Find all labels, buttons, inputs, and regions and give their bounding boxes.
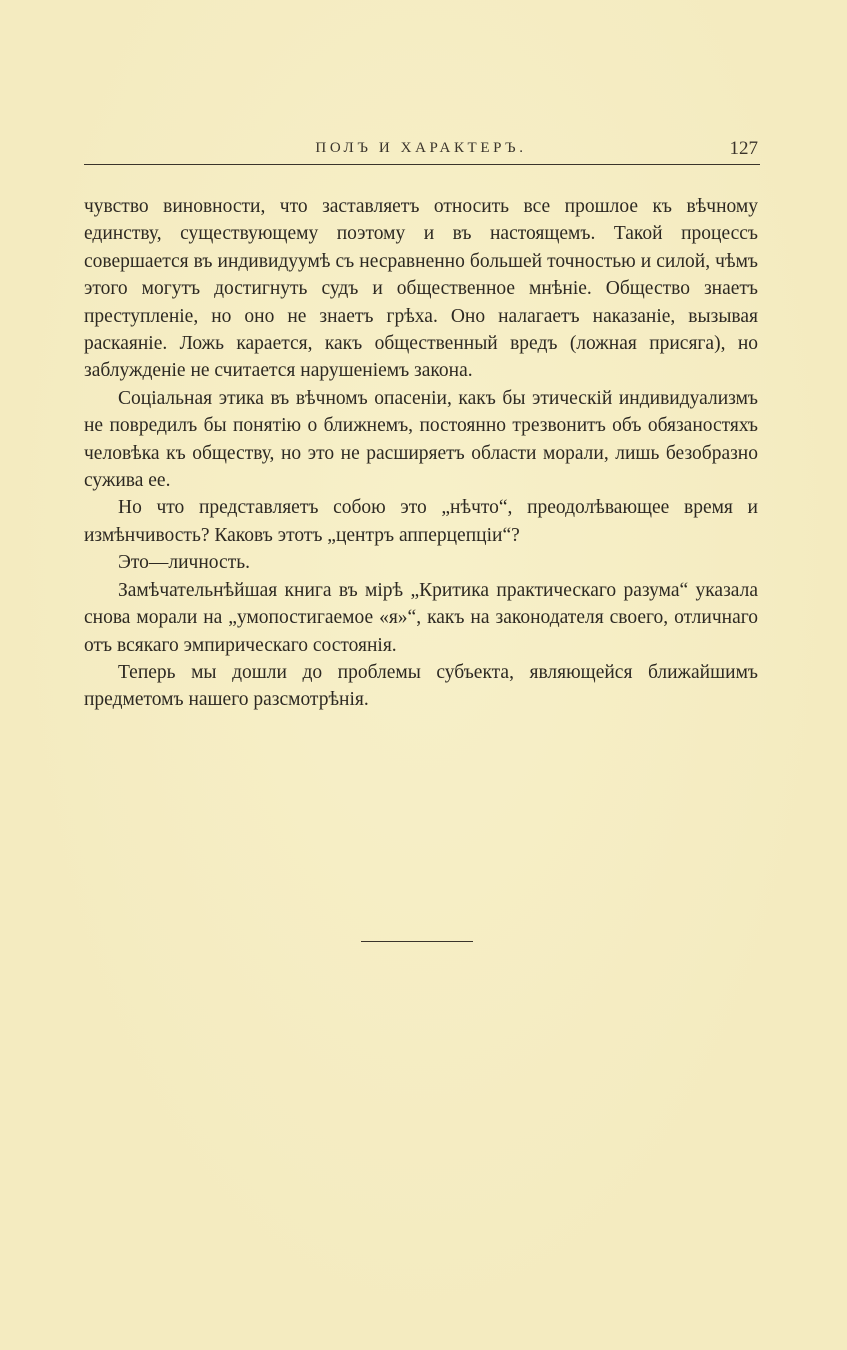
section-end-rule [361,941,473,942]
page-number: 127 [729,138,758,159]
body-text [84,193,758,714]
running-head [84,140,758,164]
paragraph-continuation: чувство виновности, что заставляетъ относить все прошлое къ вѣчному единству, существующему поэтому и въ настоящемъ. Такой процессъ совершается въ индивидуумѣ съ несравненно большей точностью и силой, чѣмъ этого могутъ достигнуть судъ и общественное мнѣніе. Общество знаетъ преступленіе, но оно не знаетъ грѣха. Оно налагаетъ наказаніе, вызывая раскаяніе. Ложь карается, какъ общественный вредъ (ложная присяга), но заблужденіе не считается нарушеніемъ закона. [84,196,758,382]
paragraph-critique: Замѣчательнѣйшая книга въ мірѣ „Критика практическаго разума“ указала снова морали на „умопостигаемое «я»“, какъ на законодателя своего, отличнаго отъ всякаго эмпирическаго состоянія. [84,579,758,656]
paragraph-subject: Теперь мы дошли до проблемы субъекта, являющейся ближайшимъ предметомъ нашего разсмотрѣнія. [84,661,758,711]
running-head-title: ПОЛЪ И ХАРАКТЕРЪ. [315,140,527,156]
paragraph-personality: Это—личность. [118,552,250,574]
header-rule [84,164,760,165]
paragraph-social-ethics: Соціальная этика въ вѣчномъ опасеніи, какъ бы этическій индивидуализмъ не повредилъ бы понятію о ближнемъ, постоянно трезвонитъ объ обязаностяхъ человѣка къ обществу, но это не расширяетъ области морали, лишь безобразно сужива ее. [84,387,758,492]
paragraph-question: Но что представляетъ собою это „нѣчто“, преодолѣвающее время и измѣнчивость? Каковъ этотъ „центръ апперцепціи“? [84,497,758,546]
